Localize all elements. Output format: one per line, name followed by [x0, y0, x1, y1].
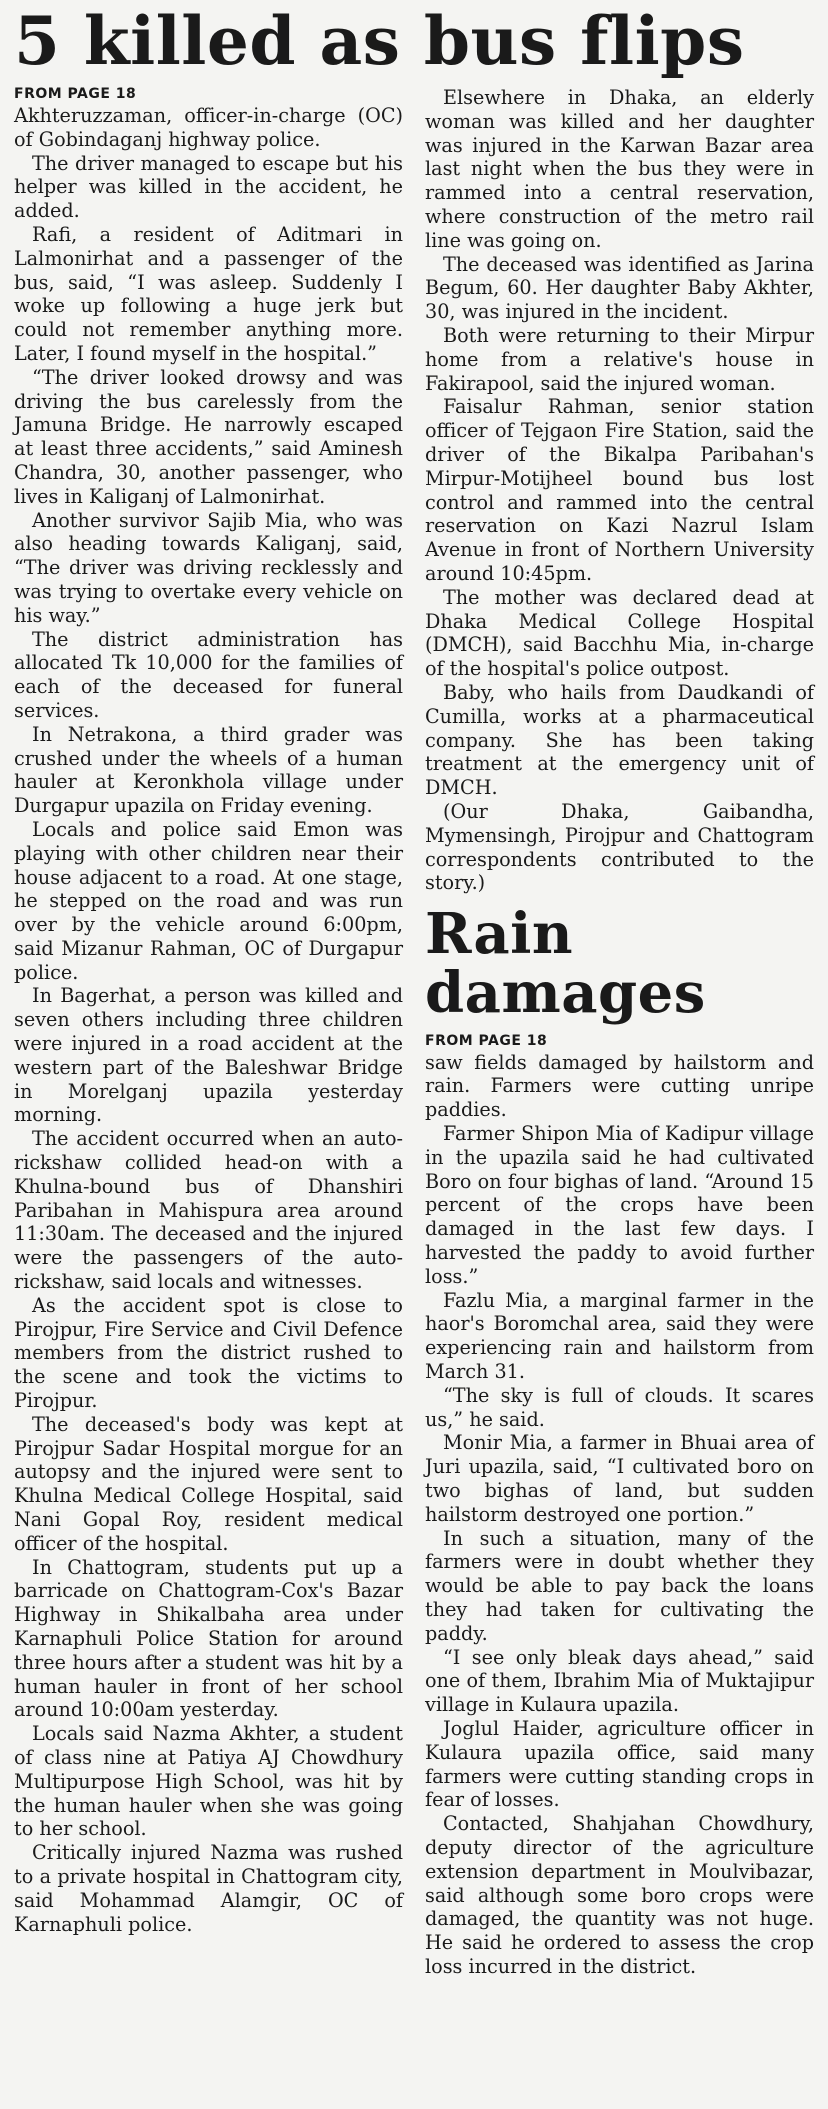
paragraph: In such a situation, many of the farmers were in doubt whether they would be able to pay back the loans they had taken for cultivating the paddy. — [425, 1526, 814, 1645]
paragraph: Locals and police said Emon was playing with other children near their house adjacent to a road. At one stage, he stepped on the road and was run over by the vehicle around 6:00pm, said Mizanur Rahman, OC of Durgapur police. — [14, 817, 403, 984]
paragraph: Another survivor Sajib Mia, who was also heading towards Kaliganj, said, “The driver was driving recklessly and was trying to overtake every vehicle on his way.” — [14, 508, 403, 627]
paragraph: Both were returning to their Mirpur home from a relative's house in Fakirapool, said the injured woman. — [425, 323, 814, 395]
column-right — [425, 86, 814, 1979]
paragraph: The driver managed to escape but his helper was killed in the accident, he added. — [14, 151, 403, 223]
paragraph: The accident occurred when an auto-rickshaw collided head-on with a Khulna-bound bus of Dhanshiri Paribahan in Mahispura area around 11:30am. The deceased and the injured were the passengers of the auto-rickshaw, said locals and witnesses. — [14, 1127, 403, 1294]
paragraph: Rafi, a resident of Aditmari in Lalmonirhat and a passenger of the bus, said, “I was asleep. Suddenly I woke up following a huge jerk but could not remember anything more. Later, I found myself in the hospital.” — [14, 222, 403, 365]
paragraph: “I see only bleak days ahead,” said one of them, Ibrahim Mia of Muktajipur village in Kulaura upazila. — [425, 1645, 814, 1717]
paragraph: Elsewhere in Dhaka, an elderly woman was killed and her daughter was injured in the Karwan Bazar area last night when the bus they were in rammed into a central reservation, where construction of the metro rail line was going on. — [425, 86, 814, 252]
paragraph: In Netrakona, a third grader was crushed under the wheels of a human hauler at Keronkhola village under Durgapur upazila on Friday evening. — [14, 722, 403, 818]
paragraph: saw fields damaged by hailstorm and rain. Farmers were cutting unripe paddies. — [425, 1050, 814, 1122]
paragraph: The mother was declared dead at Dhaka Medical College Hospital (DMCH), said Bacchhu Mia, in-charge of the hospital's police outpost. — [425, 585, 814, 681]
paragraph: The deceased's body was kept at Pirojpur Sadar Hospital morgue for an autopsy and the injured were sent to Khulna Medical College Hospital, said Nani Gopal Roy, resident medical officer of the hospital. — [14, 1412, 403, 1555]
paragraph: Faisalur Rahman, senior station officer of Tejgaon Fire Station, said the driver of the Bikalpa Paribahan's Mirpur-Motijheel bound bus lost control and rammed into the central reservation on Kazi Nazrul Islam Avenue in front of Northern University around 10:45pm. — [425, 395, 814, 585]
paragraph: Contacted, Shahjahan Chowdhury, deputy director of the agriculture extension department in Moulvibazar, said although some boro crops were damaged, the quantity was not huge. He said he ordered to assess the crop loss incurred in the district. — [425, 1812, 814, 1978]
paragraph: Akhteruzzaman, officer-in-charge (OC) of Gobindaganj highway police. — [14, 104, 403, 151]
jump-line: FROM PAGE 18 — [14, 86, 137, 102]
paragraph: Farmer Shipon Mia of Kadipur village in the upazila said he had cultivated Boro on four bighas of land. “Around 15 percent of the crops have been damaged in the last few days. I harvested the paddy to avoid further loss.” — [425, 1122, 814, 1288]
paragraph: Locals said Nazma Akhter, a student of class nine at Patiya AJ Chowdhury Multipurpose High School, was hit by the human hauler when she was going to her school. — [14, 1722, 403, 1841]
paragraph: Baby, who hails from Daudkandi of Cumilla, works at a pharmaceutical company. She has been taking treatment at the emergency unit of DMCH. — [425, 680, 814, 800]
paragraph: Fazlu Mia, a marginal farmer in the haor's Boromchal area, said they were experiencing rain and hailstorm from March 31. — [425, 1288, 814, 1384]
article-columns — [14, 86, 814, 1979]
paragraph: Critically injured Nazma was rushed to a private hospital in Chattogram city, said Mohammad Alamgir, OC of Karnaphuli police. — [14, 1841, 403, 1936]
paragraph: Monir Mia, a farmer in Bhuai area of Juri upazila, said, “I cultivated boro on two bighas of land, but sudden hailstorm destroyed one portion.” — [425, 1431, 814, 1526]
headline-rain-damages: Rain damages — [425, 901, 706, 1026]
paragraph: The district administration has allocated Tk 10,000 for the families of each of the deceased for funeral services. — [14, 627, 403, 722]
paragraph: In Bagerhat, a person was killed and seven others including three children were injured in a road accident at the western part of the Baleshwar Bridge in Morelganj upazila yesterday morning. — [14, 984, 403, 1127]
paragraph: As the accident spot is close to Pirojpur, Fire Service and Civil Defence members from the district rushed to the scene and took the victims to Pirojpur. — [14, 1293, 403, 1413]
paragraph: “The driver looked drowsy and was driving the bus carelessly from the Jamuna Bridge. He narrowly escaped at least three accidents,” said Aminesh Chandra, 30, another passenger, who lives in Kaliganj of Lalmonirhat. — [14, 365, 403, 508]
paragraph: In Chattogram, students put up a barricade on Chattogram-Cox's Bazar Highway in Shikalbaha area under Karnaphuli Police Station for around three hours after a student was hit by a human hauler in front of her school around 10:00am yesterday. — [14, 1555, 403, 1722]
credit-line: (Our Dhaka, Gaibandha, Mymensingh, Pirojpur and Chattogram correspondents contributed to the story.) — [425, 799, 814, 895]
paragraph: “The sky is full of clouds. It scares us,” he said. — [425, 1383, 814, 1431]
headline-bus-flips: 5 killed as bus flips — [14, 2, 745, 80]
paragraph: Joglul Haider, agriculture officer in Kulaura upazila office, said many farmers were cutting standing crops in fear of losses. — [425, 1717, 814, 1812]
column-left — [14, 86, 403, 1979]
paragraph: The deceased was identified as Jarina Begum, 60. Her daughter Baby Akhter, 30, was injured in the incident. — [425, 252, 814, 324]
jump-line: FROM PAGE 18 — [425, 1032, 548, 1049]
